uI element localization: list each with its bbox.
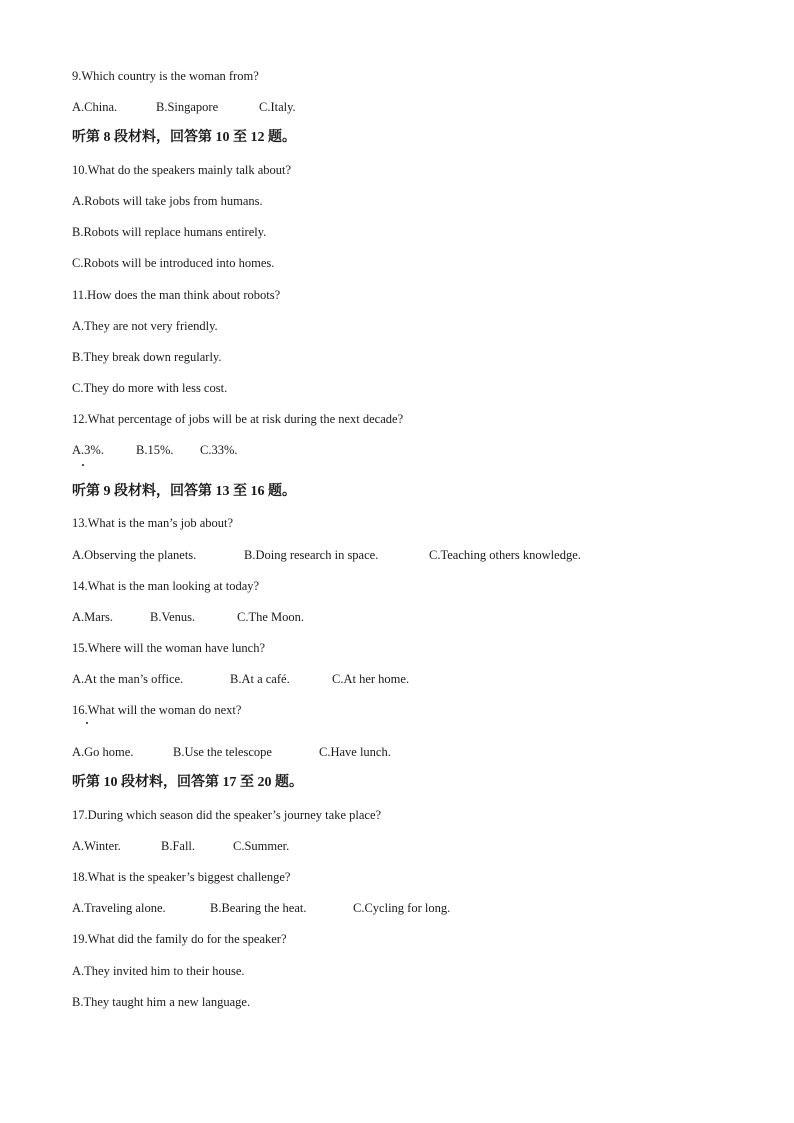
question-18-options xyxy=(72,900,450,916)
option-c: C.The Moon. xyxy=(237,610,305,624)
option-a: A.Mars. xyxy=(72,610,113,624)
question-16-options xyxy=(72,744,391,760)
option-b: B.At a café. xyxy=(230,672,290,686)
question-14-options xyxy=(72,609,304,625)
question-15-options xyxy=(72,671,409,687)
question-10-option-c: C.Robots will be introduced into homes. xyxy=(72,256,275,270)
option-b: B.Singapore xyxy=(156,100,219,114)
option-a: A.China. xyxy=(72,100,118,114)
question-11-option-a: A.They are not very friendly. xyxy=(72,319,218,333)
question-10-option-a: A.Robots will take jobs from humans. xyxy=(72,194,263,208)
option-a: A.Winter. xyxy=(72,839,121,853)
option-a: A.At the man’s office. xyxy=(72,672,184,686)
question-15-stem: 15.Where will the woman have lunch? xyxy=(72,641,265,655)
question-10-stem: 10.What do the speakers mainly talk about? xyxy=(72,163,292,177)
question-18-stem: 18.What is the speaker’s biggest challenge? xyxy=(72,870,291,884)
option-c: C.33%. xyxy=(200,443,238,457)
question-12-options xyxy=(72,442,238,458)
option-b: B.Bearing the heat. xyxy=(210,901,307,915)
section-9-heading: 听第 9 段材料，回答第 13 至 16 题。 xyxy=(72,484,296,499)
stray-dot xyxy=(86,722,88,724)
section-10-heading: 听第 10 段材料，回答第 17 至 20 题。 xyxy=(72,775,303,790)
question-19-option-a: A.They invited him to their house. xyxy=(72,964,245,978)
stray-dot xyxy=(82,464,84,466)
option-c: C.Teaching others knowledge. xyxy=(429,548,581,562)
option-b: B.Venus. xyxy=(150,610,196,624)
question-11-option-b: B.They break down regularly. xyxy=(72,350,222,364)
question-13-options xyxy=(72,547,581,563)
question-17-stem: 17.During which season did the speaker’s journey take place? xyxy=(72,808,382,822)
option-c: C.Italy. xyxy=(259,100,296,114)
question-19-stem: 19.What did the family do for the speaker? xyxy=(72,932,287,946)
question-9-options xyxy=(72,99,296,115)
question-14-stem: 14.What is the man looking at today? xyxy=(72,579,260,593)
question-19-option-b: B.They taught him a new language. xyxy=(72,995,251,1009)
option-b: B.Doing research in space. xyxy=(244,548,379,562)
option-a: A.Observing the planets. xyxy=(72,548,197,562)
question-16-stem: 16.What will the woman do next? xyxy=(72,703,242,717)
question-11-option-c: C.They do more with less cost. xyxy=(72,381,228,395)
option-b: B.Use the telescope xyxy=(173,745,272,759)
option-c: C.Summer. xyxy=(233,839,290,853)
option-c: C.Cycling for long. xyxy=(353,901,451,915)
option-c: C.At her home. xyxy=(332,672,410,686)
question-12-stem: 12.What percentage of jobs will be at risk during the next decade? xyxy=(72,412,404,426)
option-a: A.Go home. xyxy=(72,745,134,759)
section-8-heading: 听第 8 段材料，回答第 10 至 12 题。 xyxy=(72,130,296,145)
question-13-stem: 13.What is the man’s job about? xyxy=(72,516,234,530)
question-11-stem: 11.How does the man think about robots? xyxy=(72,288,281,302)
question-10-option-b: B.Robots will replace humans entirely. xyxy=(72,225,267,239)
option-b: B.Fall. xyxy=(161,839,196,853)
option-b: B.15%. xyxy=(136,443,174,457)
option-a: A.Traveling alone. xyxy=(72,901,166,915)
option-a: A.3%. xyxy=(72,443,104,457)
question-9-stem: 9.Which country is the woman from? xyxy=(72,69,259,83)
option-c: C.Have lunch. xyxy=(319,745,391,759)
question-17-options xyxy=(72,838,289,854)
